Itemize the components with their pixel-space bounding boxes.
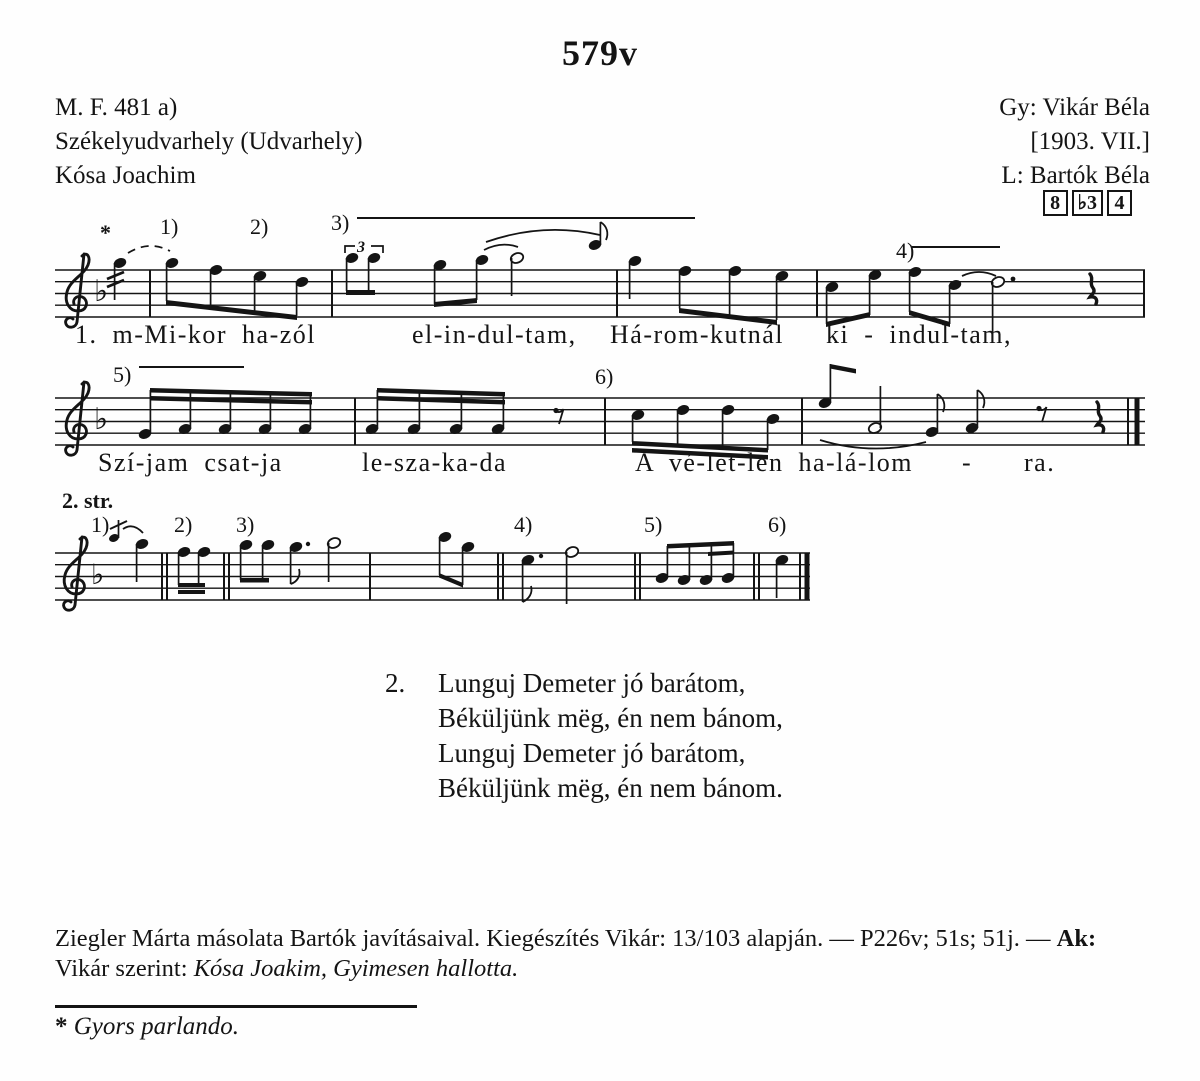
variant-marker-5: 5): [113, 362, 132, 387]
verse-2-line-1: Lunguj Demeter jó barátom,: [438, 668, 746, 698]
strophe-2-label: 2. str.: [62, 488, 114, 513]
transcriber: L: Bartók Béla: [1001, 162, 1150, 189]
verse-2-line-3: Lunguj Demeter jó barátom,: [438, 738, 746, 768]
strophe-variant-3: 3): [236, 512, 255, 537]
footnote-asterisk: *: [55, 1013, 68, 1040]
strophe-variant-1: 1): [91, 512, 110, 537]
lyrics-2-frag-5: ra.: [1024, 448, 1056, 477]
variant-marker-6: 6): [595, 364, 614, 389]
source-note: [55, 924, 1155, 984]
variant-marker-4: 4): [896, 238, 915, 263]
cadence-degree-2: ♭3: [1072, 190, 1103, 216]
notes-system-3: [108, 520, 807, 604]
lyrics-2-frag-4: -: [962, 448, 973, 477]
treble-clef-icon: [66, 382, 89, 455]
verse-2-line-4: Béküljünk mëg, én nem bánom.: [438, 773, 783, 803]
lyrics-1-frag-3: Há-rom-kutnál: [610, 320, 785, 349]
source-note-ak-label: Ak:: [1056, 925, 1097, 952]
source-note-main: Ziegler Márta másolata Bartók javításaival. Kiegészítés Vikár: 13/103 alapján. — P226v; 51s; 51j. —: [55, 925, 1057, 952]
treble-clef-icon: [64, 537, 87, 610]
cadence-degree-3: 4: [1107, 190, 1132, 216]
page-title: 579v: [562, 33, 638, 73]
performer: Kósa Joachim: [55, 162, 196, 189]
verse-2: [385, 666, 783, 806]
lyrics-1-frag-4: ki - indul-tam,: [826, 320, 1012, 349]
strophe-variant-2: 2): [174, 512, 193, 537]
strophe-variant-6: 6): [768, 512, 787, 537]
footnote-text: Gyors parlando.: [73, 1013, 240, 1040]
catalog-number: M. F. 481 a): [55, 94, 178, 121]
source-note-italic: Kósa Joakim, Gyimesen hallotta.: [193, 955, 519, 982]
staff-lines: [55, 553, 810, 600]
location: Székelyudvarhely (Udvarhely): [55, 128, 363, 155]
variant-marker-2: 2): [250, 214, 269, 239]
verse-2-number: 2.: [385, 668, 406, 698]
date: [1903. VII.]: [1030, 128, 1150, 155]
variant-marker-3: 3): [331, 210, 350, 235]
cadence-degree-1: 8: [1043, 190, 1068, 216]
strophe-variant-4: 4): [514, 512, 533, 537]
treble-clef-icon: [66, 254, 89, 327]
music-system-3: [50, 498, 850, 623]
footnote-rule: [55, 1005, 417, 1008]
triplet-number: 3: [357, 239, 365, 256]
collector: Gy: Vikár Béla: [999, 94, 1150, 121]
lyrics-2-frag-2: le-sza-ka-da: [362, 448, 508, 477]
key-signature-flat-icon: ♭: [91, 560, 105, 591]
lyrics-2-frag-1: Szí-jam csat-ja: [98, 448, 283, 477]
lyrics-2-frag-3: A vé-let-len ha-lá-lom: [635, 448, 914, 477]
strophe-variant-5: 5): [644, 512, 663, 537]
source-note-mid: Vikár szerint:: [55, 955, 194, 982]
key-signature-flat-icon: ♭: [94, 403, 109, 436]
tempo-footnote: [55, 1013, 239, 1041]
tempo-asterisk: *: [100, 220, 111, 245]
lyrics-1-frag-1: 1. m-Mi-kor ha-zól: [75, 320, 317, 349]
key-signature-flat-icon: ♭: [94, 275, 109, 308]
staff-lines: [55, 398, 1145, 445]
lyrics-1-frag-2: el-in-dul-tam,: [412, 320, 577, 349]
variant-marker-1: 1): [160, 214, 179, 239]
verse-2-line-2: Béküljünk mëg, én nem bánom,: [438, 703, 783, 733]
